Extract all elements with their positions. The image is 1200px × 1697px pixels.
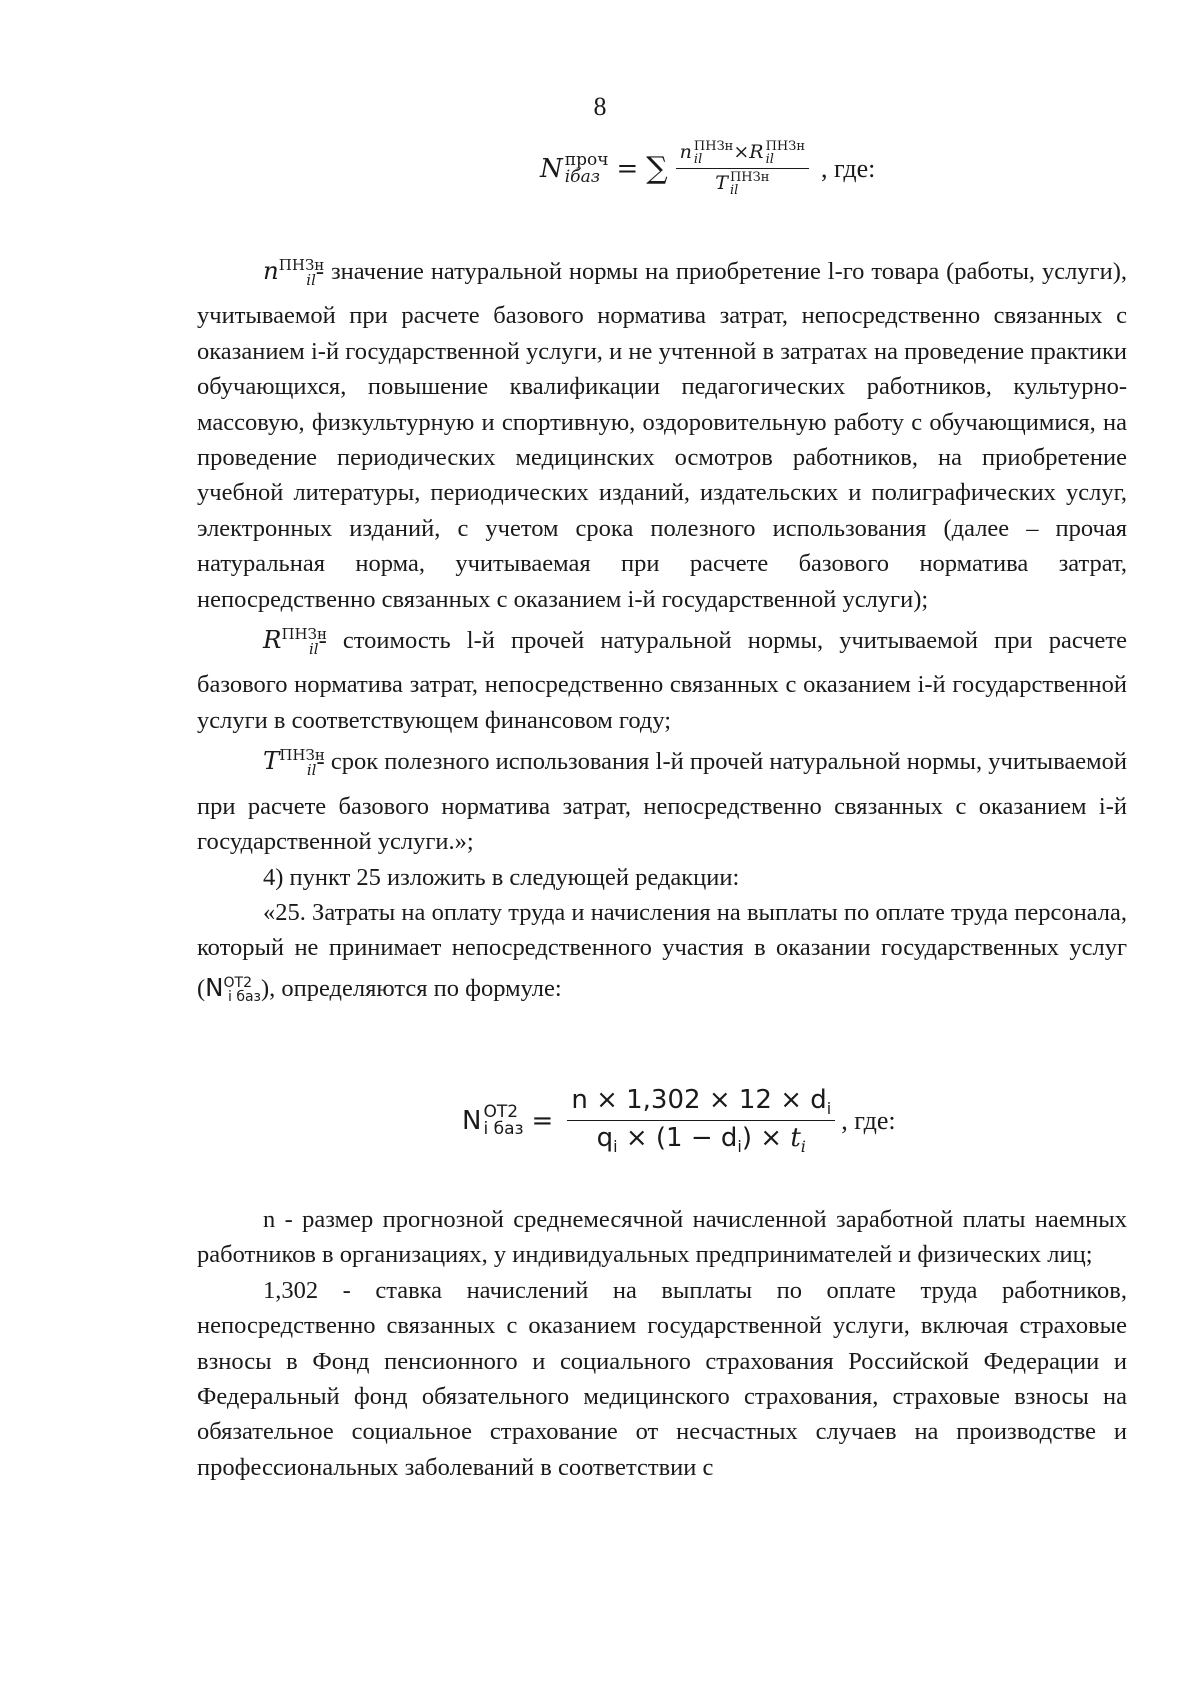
def-n-sub: il (306, 271, 316, 289)
formula2-suffix: , где: (841, 1105, 896, 1135)
def-t-sub: il (306, 761, 317, 780)
formula2-den-t-sub: i (800, 1137, 806, 1157)
formula1-lhs-symbol: N (540, 153, 563, 184)
formula1-num-n-sub: il (693, 152, 703, 167)
def-n-sup: ПНЗн (278, 256, 325, 274)
point25-sub: i баз (227, 988, 261, 1005)
definition-r (197, 617, 1127, 738)
formula2-denominator (593, 1121, 810, 1156)
formula1-den-t-sub: il (729, 183, 739, 198)
def-t-sup: ПНЗн (279, 746, 325, 765)
formula2-lhs-indices (483, 1101, 524, 1139)
def-r-symbol: R (263, 625, 282, 655)
point-25 (197, 895, 1127, 1015)
formula1-suffix: , где: (821, 153, 876, 183)
formula1-den-t-indices (730, 171, 769, 197)
def-t-text: - срок полезного использования l-й прочей натуральной нормы, учитываемой при расчете базового норматива затрат, непосредственно связанных с оказанием i-й государственной услуги.»; (197, 748, 1127, 856)
def-r-sup: ПНЗн (281, 625, 327, 644)
formula2-equals: = (531, 1105, 554, 1136)
formula2-lhs-symbol: N (462, 1105, 482, 1136)
formula2-den-d-sub: i (737, 1137, 742, 1157)
point25-text-before: «25. Затраты на оплату труда и начисления на выплаты по оплате труда персонала, который не принимает непосредственного участия в оказании государственных услуг ( (197, 898, 1127, 1002)
formula2-numerator-text: n × 1,302 × 12 × d (571, 1085, 827, 1115)
parameters-block (197, 1202, 1127, 1485)
def-r-sub: il (308, 640, 319, 659)
point25-symbol-group (205, 972, 261, 1005)
def-r-symbol-group (263, 625, 327, 659)
param-1302: 1,302 - ставка начислений на выплаты по оплате труда работников, непосредственно связанных с оказанием государственной услуги, включая страховые взносы в Фонд пенсионного и социального страхования Российской Федерации и Федеральный фонд обязательного медицинского страхования, страховые взносы на обязательное социальное страхование от несчастных случаев на производстве и профессиональных заболеваний в соответствии с (197, 1276, 1127, 1481)
point-4: 4) пункт 25 изложить в следующей редакции: (263, 863, 740, 891)
formula2-numerator-sub: i (826, 1099, 832, 1119)
def-r-text: - стоимость l-й прочей натуральной нормы, учитываемой при расчете базового норматива затрат, непосредственно связанных с оказанием i-й государственной услуги в соответствующем финансовом году; (197, 627, 1127, 734)
def-t-symbol-group (263, 746, 325, 780)
formula1-sigma: ∑ (646, 151, 668, 186)
formula1-equals: = (616, 153, 639, 184)
formula1-numerator (676, 140, 809, 169)
formula1-num-n-indices (694, 140, 733, 166)
formula1-lhs-sup: проч (564, 149, 609, 170)
formula1-den-t: T (715, 172, 728, 194)
formula1-denominator (711, 169, 773, 197)
def-n-text: - значение натуральной нормы на приобретение l-го товара (работы, услуги), учитываемой при расчете базового норматива затрат, непосредственно связанных с оказанием i-й государственной услуги, и не учтенной в затратах на проведение практики обучающихся, повышение квалификации педагогических работников, культурно-массовую, физкультурную и спортивную, оздоровительную работу с обучающимися, на проведение периодических медицинских осмотров работников, на приобретение учебной литературы, периодических изданий, издательских и полиграфических услуг, электронных изданий, с учетом срока полезного использования (далее – прочая натуральная норма, учитываемая при расчете базового норматива затрат, непосредственно связанных с оказанием i-й государственной услуги); (197, 258, 1127, 613)
formula2-numerator (567, 1085, 835, 1121)
formula1-lhs-sub: iбаз (564, 166, 600, 187)
definition-n (197, 248, 1127, 617)
formula-n-ot2 (462, 1085, 896, 1156)
formula2-lhs-sub: i баз (483, 1118, 524, 1139)
def-n-symbol: n (263, 256, 279, 285)
def-n-symbol-group (263, 256, 325, 289)
formula2-den-q-sub: i (613, 1137, 618, 1157)
formula2-den-q: q (596, 1123, 614, 1154)
point25-sup: ОТ2 (223, 974, 252, 991)
formula1-num-r: R (749, 141, 764, 163)
formula-n-proch (540, 140, 875, 197)
formula2-lhs-sup: ОТ2 (483, 1101, 519, 1122)
point25-symbol: N (205, 972, 224, 1002)
formula1-num-n-sup: ПНЗн (693, 139, 734, 154)
formula1-num-r-sup: ПНЗн (765, 139, 806, 154)
formula2-den-mid: × (1 − d (617, 1123, 738, 1154)
formula2-den-t: t (790, 1123, 801, 1154)
point25-text-after: ), определяются по формуле: (260, 974, 562, 1002)
param-n: n - размер прогнозной среднемесячной начисленной заработной платы наемных работников в организациях, у индивидуальных предпринимателей и физических лиц; (197, 1206, 1127, 1269)
formula1-fraction (676, 140, 809, 197)
definition-t (197, 738, 1127, 859)
def-t-symbol: T (263, 746, 280, 776)
formula1-den-t-sup: ПНЗн (729, 170, 770, 185)
formula2-fraction (567, 1085, 835, 1156)
formula1-lhs-indices (564, 149, 609, 187)
formula1-num-r-sub: il (765, 152, 774, 167)
formula1-num-r-indices (766, 140, 805, 166)
formula1-times: × (733, 141, 750, 163)
formula1-num-n: n (679, 141, 692, 163)
formula2-den-close: ) × (741, 1123, 791, 1154)
page-number: 8 (593, 92, 607, 121)
definitions-block (197, 248, 1127, 1015)
